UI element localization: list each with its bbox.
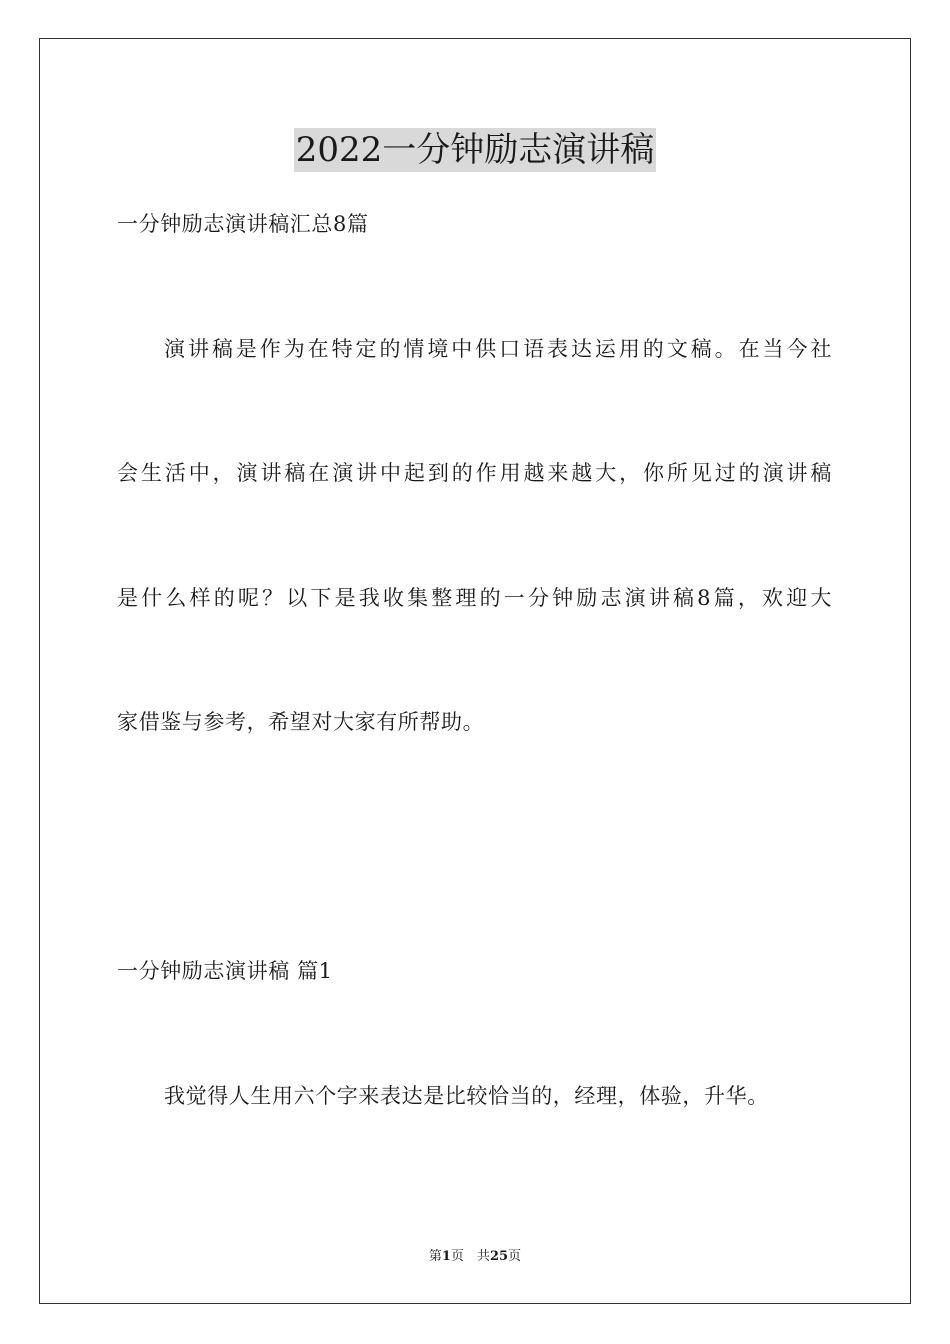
intro-line-2: 会生活中，演讲稿在演讲中起到的作用越来越大，你所见过的演讲稿 <box>117 461 832 485</box>
page-footer <box>0 1248 950 1266</box>
footer-page-prefix: 第 <box>428 1249 442 1264</box>
document-title-text: 2022一分钟励志演讲稿 <box>295 130 655 170</box>
footer-page-suffix: 页 <box>508 1249 522 1264</box>
intro-line-3: 是什么样的呢？以下是我收集整理的一分钟励志演讲稿8篇，欢迎大 <box>117 586 832 610</box>
section-heading: 一分钟励志演讲稿 篇1 <box>117 959 333 983</box>
intro-line-1: 演讲稿是作为在特定的情境中供口语表达运用的文稿。在当今社 <box>164 337 832 361</box>
footer-total-pages: 25 <box>489 1249 509 1264</box>
footer-current-page: 1 <box>441 1249 451 1264</box>
section-line-1: 我觉得人生用六个字来表达是比较恰当的，经理，体验，升华。 <box>164 1084 769 1108</box>
document-subtitle: 一分钟励志演讲稿汇总8篇 <box>117 212 369 236</box>
footer-page-mid: 页 共 <box>450 1249 490 1264</box>
intro-line-4: 家借鉴与参考，希望对大家有所帮助。 <box>117 710 485 734</box>
document-title <box>0 126 950 174</box>
